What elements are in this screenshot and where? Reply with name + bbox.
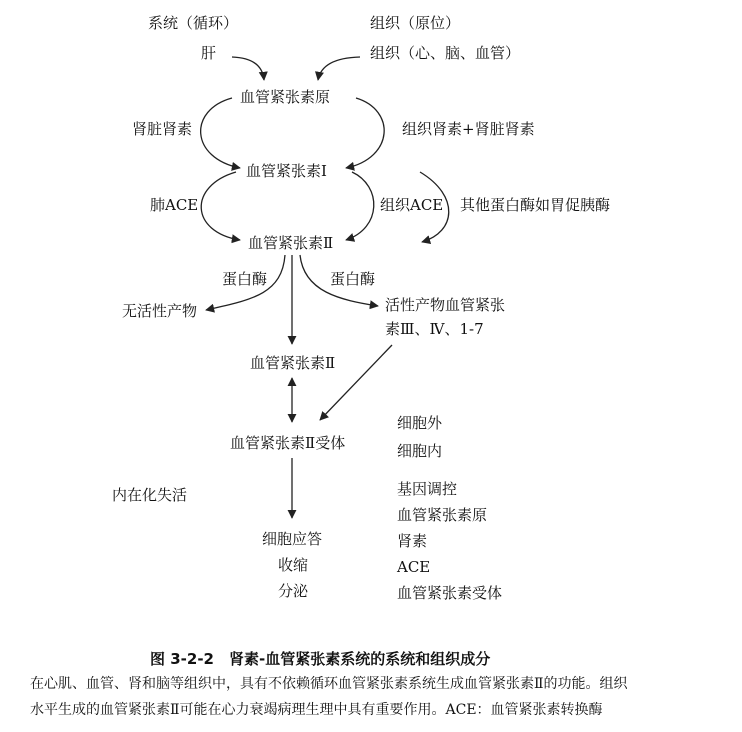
cell-response-label: 细胞应答 bbox=[262, 530, 323, 548]
lung-ace-label: 肺ACE bbox=[150, 196, 199, 214]
tissue-renin-label: 组织肾素+肾脏肾素 bbox=[402, 120, 535, 138]
internalization-label: 内在化失活 bbox=[112, 486, 188, 504]
caption-note-line2: 水平生成的血管紧张素Ⅱ可能在心力衰竭病理生理中具有重要作用。ACE：血管紧张素转换酶 bbox=[30, 702, 603, 718]
liver-label: 肝 bbox=[201, 44, 217, 62]
arrow-tissue-renin bbox=[346, 98, 384, 168]
angiotensinogen-node: 血管紧张素原 bbox=[240, 88, 331, 106]
intracellular-label: 细胞内 bbox=[397, 442, 443, 460]
tissue-label: 组织（原位） bbox=[370, 14, 461, 32]
ang2-mid-node: 血管紧张素Ⅱ bbox=[250, 354, 336, 372]
ang2-node: 血管紧张素Ⅱ bbox=[248, 234, 334, 252]
arrow-liver-to-agt bbox=[232, 57, 264, 80]
extracellular-label: 细胞外 bbox=[397, 414, 443, 432]
gene-agt-label: 血管紧张素原 bbox=[397, 506, 488, 524]
system-label: 系统（循环） bbox=[148, 14, 239, 32]
ang1-node: 血管紧张素Ⅰ bbox=[246, 162, 327, 180]
inactive-products-node: 无活性产物 bbox=[122, 302, 198, 320]
contraction-label: 收缩 bbox=[278, 556, 309, 574]
renal-renin-label: 肾脏肾素 bbox=[132, 120, 193, 138]
tissue-sources-label: 组织（心、脑、血管） bbox=[370, 44, 521, 62]
secretion-label: 分泌 bbox=[278, 582, 309, 600]
tissue-ace-label: 组织ACE bbox=[380, 196, 444, 214]
figure-caption: 图 3-2-2 肾素-血管紧张素系统的系统和组织成分 bbox=[150, 650, 491, 668]
protease-left-label: 蛋白酶 bbox=[222, 270, 268, 288]
arrow-tissue-ace bbox=[346, 172, 374, 240]
active-products-line1: 活性产物血管紧张 bbox=[385, 296, 506, 314]
arrow-tissue-to-agt bbox=[318, 57, 360, 80]
arrow-lung-ace bbox=[201, 172, 240, 240]
arrow-renal-renin bbox=[201, 98, 240, 168]
gene-ace-label: ACE bbox=[397, 558, 431, 576]
gene-receptor-label: 血管紧张素受体 bbox=[397, 584, 503, 602]
protease-right-label: 蛋白酶 bbox=[330, 270, 376, 288]
gene-regulation-label: 基因调控 bbox=[397, 480, 458, 498]
active-products-line2: 素Ⅲ、Ⅳ、1-7 bbox=[385, 320, 484, 338]
ang2-receptor-node: 血管紧张素Ⅱ受体 bbox=[230, 434, 346, 452]
caption-note-line1: 在心肌、血管、肾和脑等组织中，具有不依赖循环血管紧张素系统生成血管紧张素Ⅱ的功能。组织 bbox=[30, 676, 628, 692]
other-enzymes-label: 其他蛋白酶如胃促胰酶 bbox=[460, 196, 611, 214]
gene-renin-label: 肾素 bbox=[397, 532, 428, 550]
